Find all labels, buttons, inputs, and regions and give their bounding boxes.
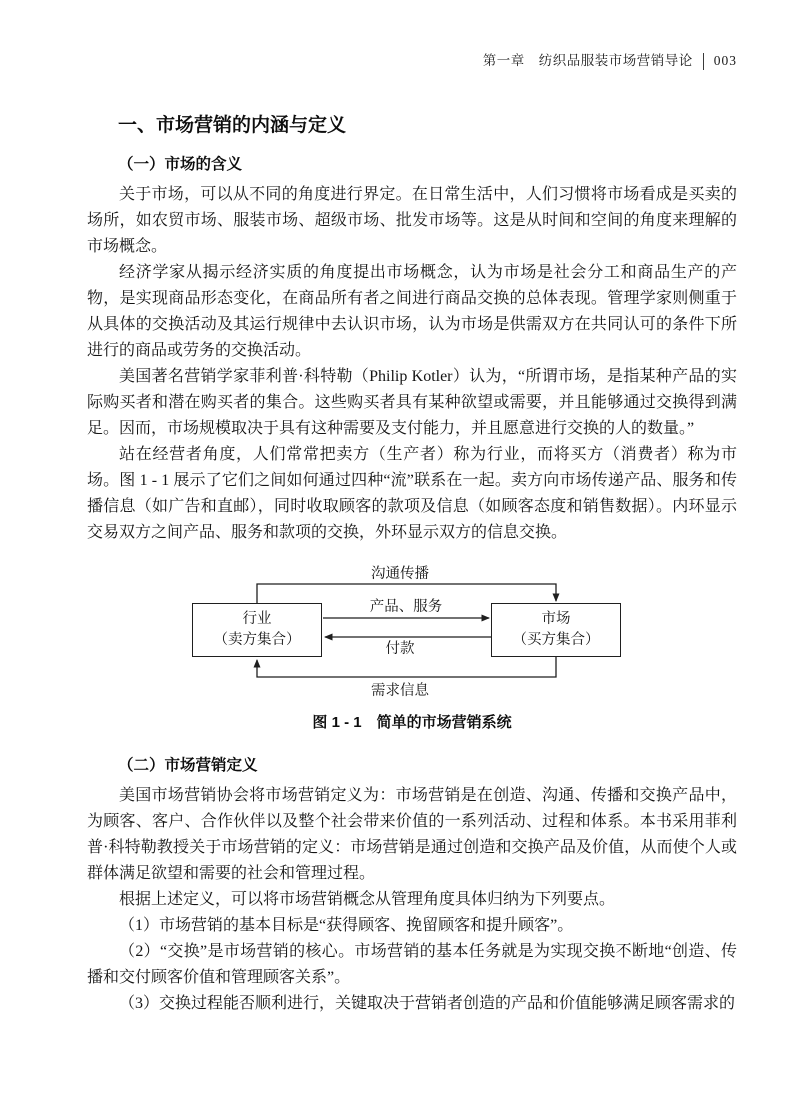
list-item-2: （2）“交换”是市场营销的核心。市场营销的基本任务就是为实现交换不断地“创造、传播和交付顾客价值和管理顾客关系”。 bbox=[87, 943, 737, 986]
list-item-1: （1）市场营销的基本目标是“获得顾客、挽留顾客和提升顾客”。 bbox=[119, 917, 574, 934]
header-divider bbox=[703, 53, 704, 70]
arrow-demand-info bbox=[257, 657, 556, 677]
market-box-title: 市场 bbox=[541, 611, 571, 627]
subsection-2-heading: （二）市场营销定义 bbox=[118, 757, 258, 774]
figure-box-industry bbox=[192, 603, 322, 657]
paragraph-summary-intro: 根据上述定义，可以将市场营销概念从管理角度具体归纳为下列要点。 bbox=[119, 891, 616, 908]
figure-box-market bbox=[491, 603, 621, 657]
paragraph-market-meaning-3: 美国著名营销学家菲利普·科特勒（Philip Kotler）认为，“所谓市场，是指某种产品的实际购买者和潜在购买者的集合。这些购买者具有某种欲望或需要，并且能够通过交换得到满足。因而，市场规模取决于具有这种需要及支付能力，并且愿意进行交换的人的数量。” bbox=[87, 368, 737, 437]
label-communication: 沟通传播 bbox=[371, 566, 429, 582]
running-head-chapter: 第一章 纺织品服装市场营销导论 bbox=[482, 53, 693, 68]
list-item-3: （3）交换过程能否顺利进行，关键取决于营销者创造的产品和价值能够满足顾客需求的 bbox=[119, 995, 736, 1012]
paragraph-market-meaning-4: 站在经营者角度，人们常常把卖方（生产者）称为行业，而将买方（消费者）称为市场。图 1 - 1 展示了它们之间如何通过四种“流”联系在一起。卖方向市场传递产品、服务和传播信息（如广告和直邮），同时收取顾客的款项及信息（如顾客态度和销售数据）。内环显示交易双方之间产品、服务和款项的交换，外环显示双方的信息交换。 bbox=[87, 446, 737, 541]
page-header bbox=[87, 52, 737, 70]
paragraph-market-meaning-1: 关于市场，可以从不同的角度进行界定。在日常生活中，人们习惯将市场看成是买卖的场所，如农贸市场、服装市场、超级市场、批发市场等。这是从时间和空间的角度来理解的市场概念。 bbox=[87, 186, 737, 255]
figure-1-1 bbox=[87, 564, 737, 733]
page-number: 003 bbox=[713, 53, 737, 68]
paragraph-marketing-definition: 美国市场营销协会将市场营销定义为：市场营销是在创造、沟通、传播和交换产品中，为顾客、客户、合作伙伴以及整个社会带来价值的一系列活动、过程和体系。本书采用菲利普·科特勒教授关于市场营销的定义：市场营销是通过创造和交换产品及价值，从而使个人或群体满足欲望和需要的社会和管理过程。 bbox=[87, 787, 737, 882]
subsection-1-heading: （一）市场的含义 bbox=[118, 156, 243, 173]
chapter-section-heading: 一、市场营销的内涵与定义 bbox=[118, 115, 347, 136]
label-demand-info: 需求信息 bbox=[371, 683, 429, 699]
market-box-subtitle: （买方集合） bbox=[512, 632, 600, 648]
industry-box-subtitle: （卖方集合） bbox=[213, 632, 301, 648]
figure-diagram-canvas bbox=[87, 564, 737, 704]
label-payment: 付款 bbox=[385, 641, 415, 657]
figure-caption: 图 1 - 1 简单的市场营销系统 bbox=[312, 714, 512, 731]
paragraph-market-meaning-2: 经济学家从揭示经济实质的角度提出市场概念，认为市场是社会分工和商品生产的产物，是实现商品形态变化，在商品所有者之间进行商品交换的总体表现。管理学家则侧重于从具体的交换活动及其运行规律中去认识市场，认为市场是供需双方在共同认可的条件下所进行的商品或劳务的交换活动。 bbox=[87, 264, 737, 359]
industry-box-title: 行业 bbox=[242, 611, 272, 627]
label-products-services: 产品、服务 bbox=[369, 599, 443, 615]
